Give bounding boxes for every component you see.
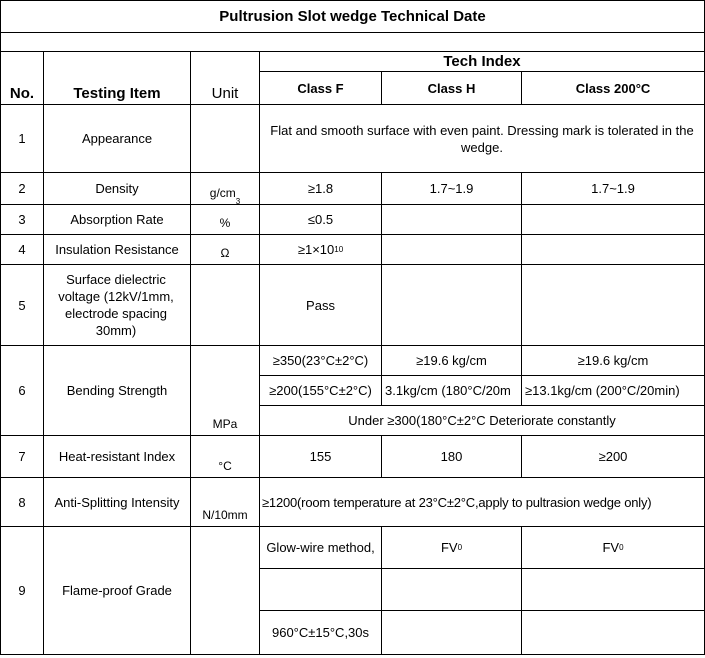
grid-line: [259, 568, 705, 569]
testing-item: Absorption Rate: [70, 212, 164, 227]
testing-item: Surface dielectric voltage (12kV/1mm, electrode spacing 30mm): [58, 272, 174, 338]
testing-item: Bending Strength: [66, 383, 168, 398]
header-class-200: Class 200°C: [575, 80, 651, 96]
class-h-value: FV 0: [440, 540, 463, 555]
testing-item: Flame-proof Grade: [62, 583, 172, 598]
class-f-value: ≤0.5: [307, 212, 334, 227]
testing-item: Appearance: [81, 131, 153, 146]
class-h-value: ≥19.6 kg/cm: [416, 353, 487, 368]
class-f-value: Pass: [306, 297, 335, 313]
table-title: Pultrusion Slot wedge Technical Date: [219, 8, 486, 25]
unit: %: [219, 216, 231, 230]
bending-note: Under ≥300(180°C±2°C Deteriorate constantly: [348, 413, 616, 428]
row-number: 7: [18, 449, 26, 464]
class-f-value: ≥200(155°C±2°C): [269, 383, 372, 398]
header-class-f: Class F: [297, 80, 344, 96]
class-f-value: 960°C±15°C,30s: [271, 625, 370, 640]
row-number: 1: [18, 131, 26, 146]
testing-item: Density: [95, 181, 139, 196]
row-number: 5: [18, 297, 26, 313]
row-number: 8: [18, 494, 26, 510]
header-unit: Unit: [211, 85, 239, 102]
value-base: ≥1×10: [297, 242, 335, 257]
value-base: FV: [440, 540, 458, 555]
value-base: FV: [602, 540, 620, 555]
grid-line: [0, 32, 705, 33]
unit: MPa: [212, 417, 238, 431]
row-number: 3: [18, 212, 26, 227]
header-tech-index: Tech Index: [443, 53, 521, 70]
class-200-value: ≥19.6 kg/cm: [577, 353, 649, 368]
row-number: 4: [18, 242, 26, 257]
testing-item: Heat-resistant Index: [58, 449, 176, 464]
header-testing-item: Testing Item: [73, 85, 161, 102]
row-number: 9: [18, 583, 26, 598]
row-number: 6: [18, 383, 26, 398]
header-class-h: Class H: [427, 80, 476, 96]
appearance-value: Flat and smooth surface with even paint. Dressing mark is tolerated in the wedge.: [270, 122, 694, 155]
class-h-value: 180: [440, 449, 463, 464]
testing-item: Insulation Resistance: [55, 242, 179, 257]
class-f-value: ≥1×10 10: [297, 242, 344, 257]
anti-splitting-value: ≥1200(room temperature at 23°C±2°C,apply to pultrasion wedge only): [262, 494, 652, 510]
class-200-value: ≥13.1kg/cm (200°C/20min): [525, 383, 680, 398]
unit: Ω: [220, 246, 230, 260]
class-f-value: ≥1.8: [307, 181, 334, 196]
grid-line: [0, 654, 705, 655]
unit: g/cm 3: [209, 186, 241, 204]
class-h-value: 3.1kg/cm (180°C/20m: [385, 383, 511, 398]
unit: °C: [218, 459, 232, 473]
class-f-value: 155: [309, 449, 332, 464]
class-h-value: 1.7~1.9: [429, 181, 474, 196]
row-number: 2: [18, 181, 26, 196]
class-f-value: Glow-wire method,: [266, 540, 375, 555]
header-no: No.: [9, 85, 35, 102]
class-200-value: 1.7~1.9: [591, 181, 635, 196]
unit: N/10mm: [202, 508, 248, 522]
class-f-value: ≥350(23°C±2°C): [272, 353, 369, 368]
testing-item: Anti-Splitting Intensity: [54, 494, 180, 510]
unit-base: g/cm: [209, 186, 236, 200]
class-200-value: FV 0: [602, 540, 624, 555]
class-200-value: ≥200: [598, 449, 628, 464]
